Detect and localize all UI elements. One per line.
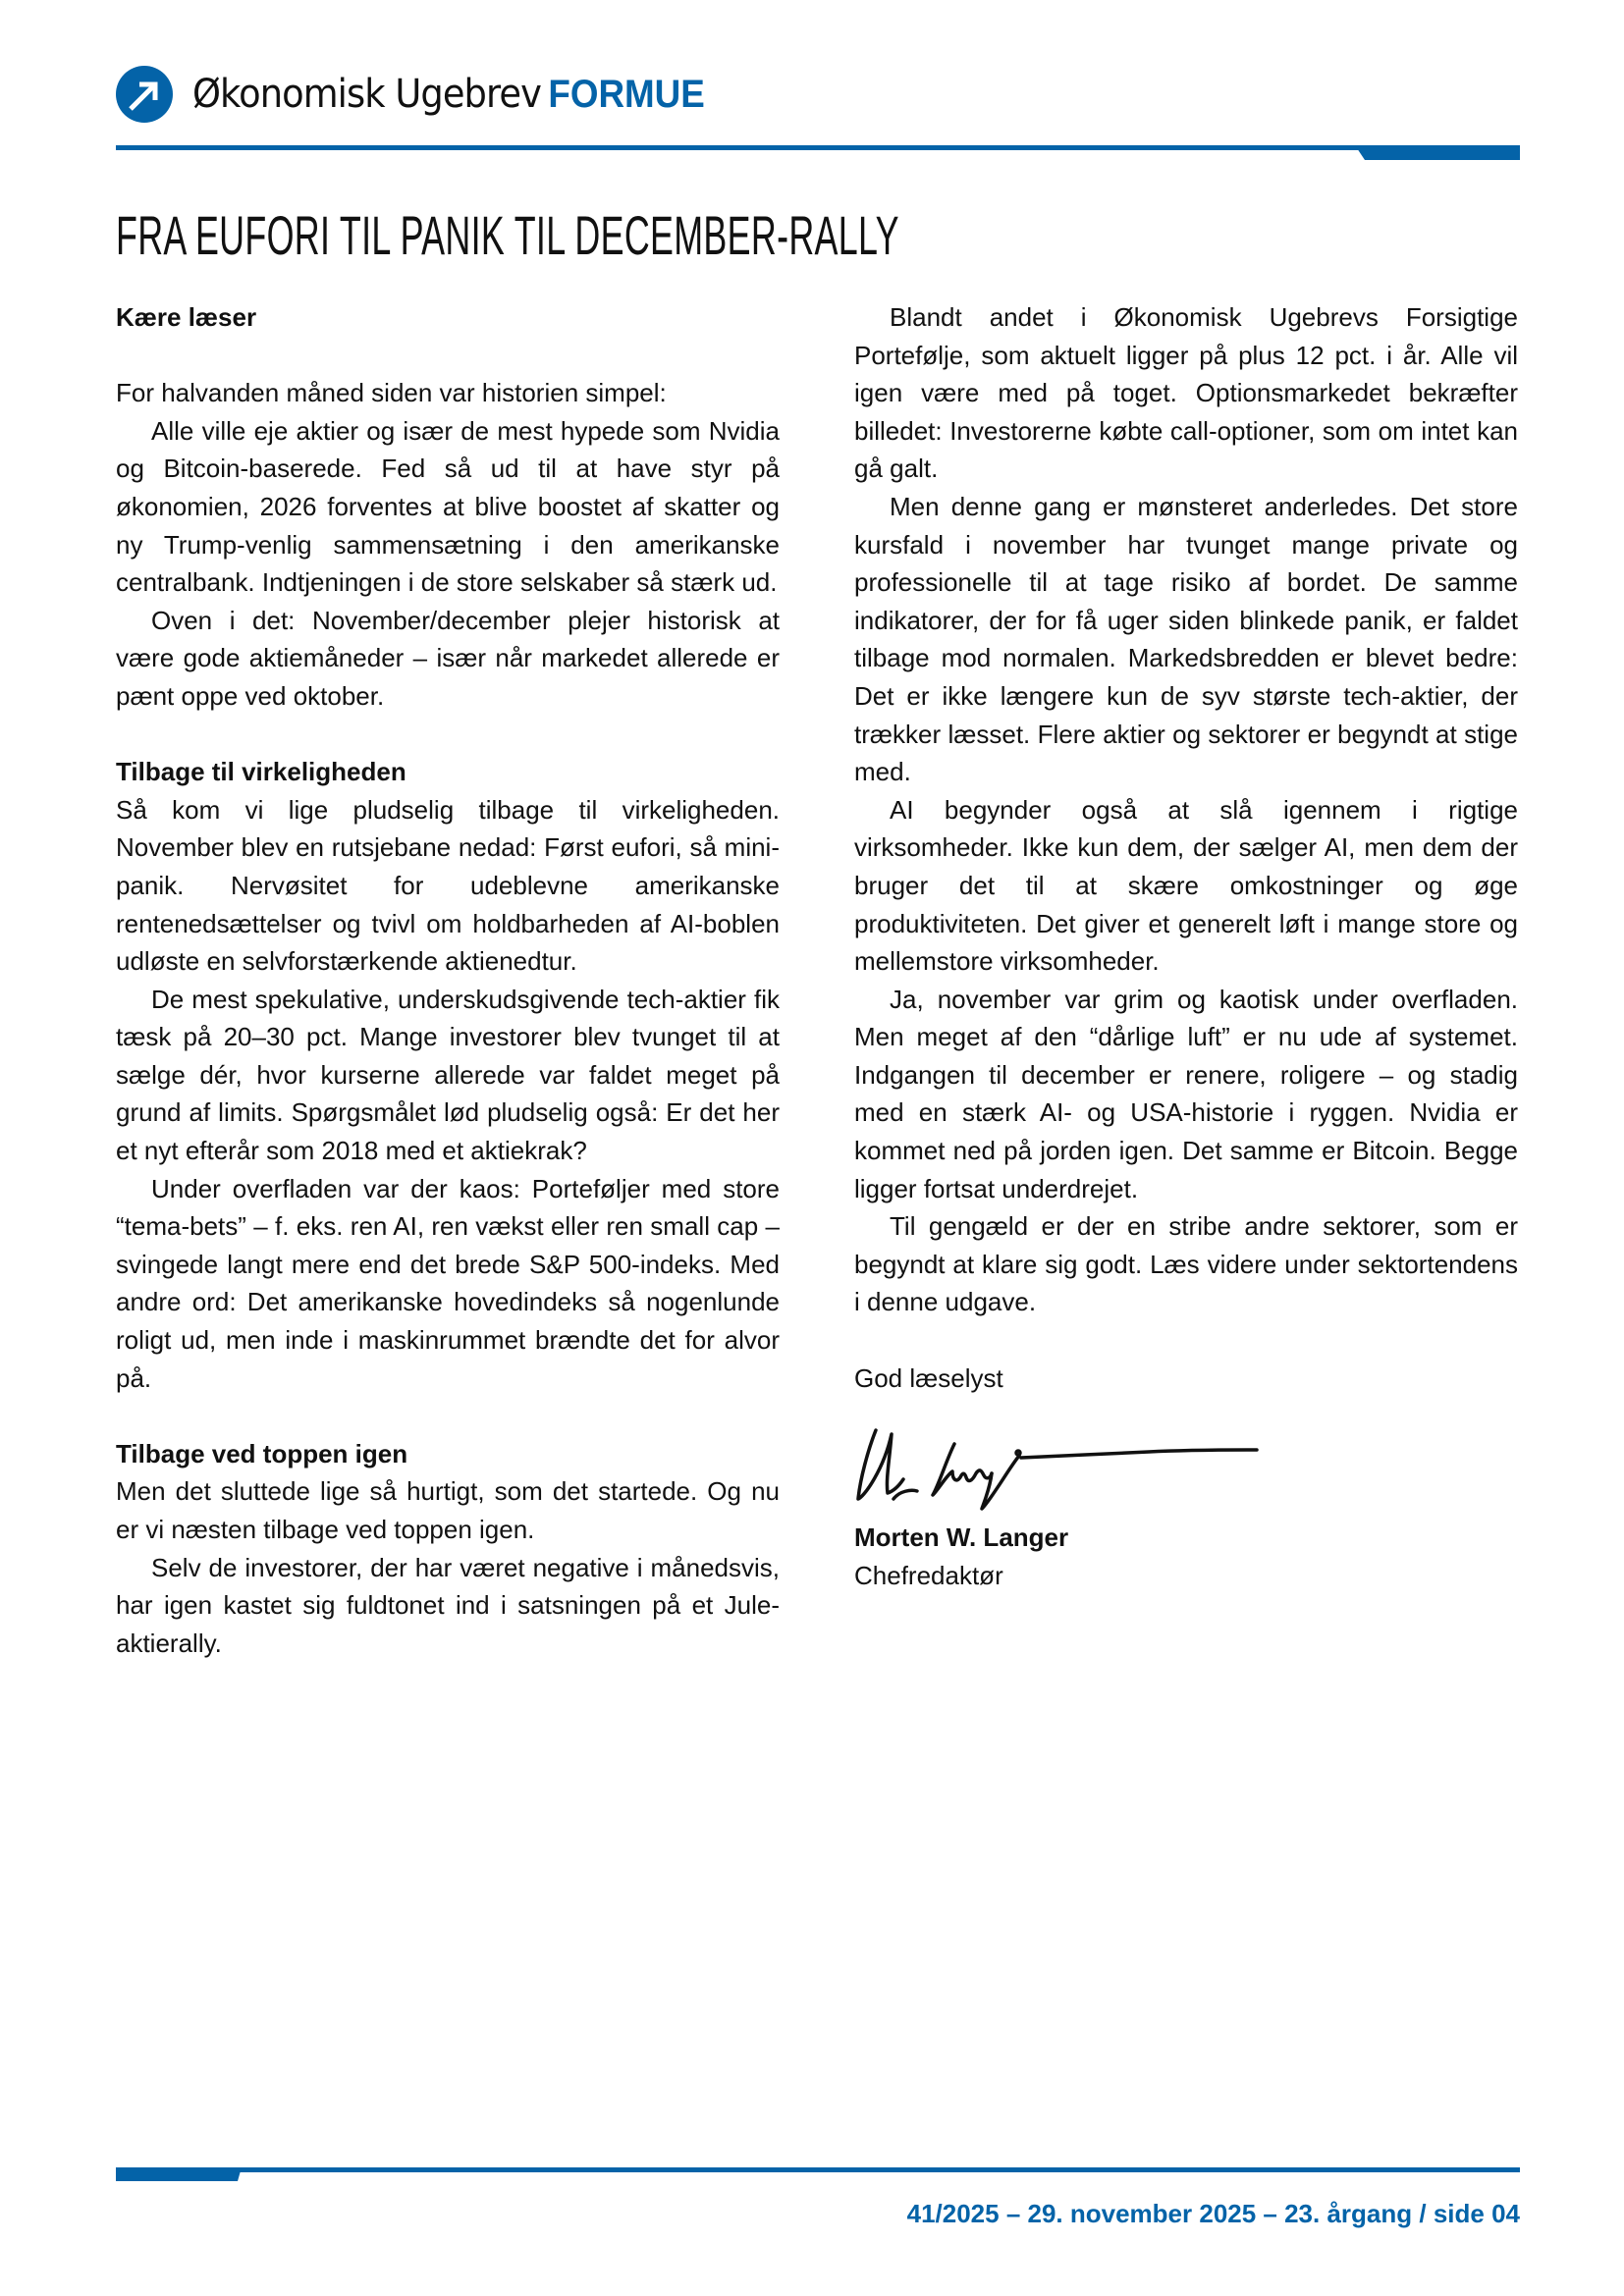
arrow-up-right-icon [116,66,173,123]
intro-paragraph: For halvanden måned siden var historien simpel: [116,378,667,408]
brand-section: FORMUE [548,73,705,116]
brand-name: Økonomisk Ugebrev [192,72,541,117]
section-heading: Tilbage ved toppen igen [116,1438,408,1468]
closing-line: God læselyst [854,1362,1003,1393]
paragraph: Selv de investorer, der har været negative i månedsvis, har igen kastet sig fuldtonet ind i satsningen på et Jule-aktierally. [116,1552,780,1658]
footer-rule [116,2167,1520,2172]
paragraph: Til gengæld er der en stribe andre sektorer, som er begyndt at klare sig godt. Læs videre under sektortendens i denne udgave. [854,1211,1518,1317]
greeting: Kære læser [116,302,257,332]
header-rule [116,145,1520,150]
issue-info: 41/2025 – 29. november 2025 – 23. årgang / side 04 [906,2199,1520,2228]
paragraph: Så kom vi lige pludselig tilbage til virkeligheden. November blev en rutsjebane nedad: Først eufori, så mini-panik. Nervøsitet for udeblevne amerikanske rentenedsættelser og tvivl om holdbarheden af AI-boblen udløste en selvforstærkende aktienedtur. [116,794,780,977]
header-rule-tab [1355,145,1520,160]
left-column [116,298,780,1662]
paragraph: Alle ville eje aktier og især de mest hypede som Nvidia og Bitcoin-baserede. Fed så ud til at have styr på økonomien, 2026 forventes at blive boostet af skatter og ny Trump-venlig sammensætning i den amerikanske centralbank. Indtjeningen i de store selskaber så stærk ud. [116,415,780,598]
right-column [854,298,1518,1594]
section-heading: Tilbage til virkeligheden [116,757,406,787]
paragraph: Under overfladen var der kaos: Porteføljer med store “tema-bets” – f. eks. ren AI, ren vækst eller ren small cap – svingede langt mere end det brede S&P 500-indeks. Med andre ord: Det amerikanske hovedindeks så nogenlunde roligt ud, men inde i maskinrummet brændte det for alvor på. [116,1173,780,1393]
paragraph: De mest spekulative, underskudsgivende tech-aktier fik tæsk på 20–30 pct. Mange investorer blev tvunget til at sælge dér, hvor kurserne allerede var faldet meget på grund af limits. Spørgsmålet lød pludselig også: Er det her et nyt efterår som 2018 med et aktiekrak? [116,984,780,1166]
paragraph: Ja, november var grim og kaotisk under overfladen. Men meget af den “dårlige luft” er nu ude af systemet. Indgangen til december er renere, roligere – og stadig med en stærk AI- og USA-historie i ryggen. Nvidia er kommet ned på jorden igen. Det samme er Bitcoin. Begge ligger fortsat underdrejet. [854,984,1518,1203]
paragraph: Men denne gang er mønsteret anderledes. Det store kursfald i november har tvunget mange private og professionelle til at tage risiko af bordet. De samme indikatorer, der for få uger siden blinkede panik, er faldet tilbage mod normalen. Markedsbredden er blevet bedre: Det er ikke længere kun de syv største tech-aktier, der trækker læsset. Flere aktier og sektorer er begyndt at stige med. [854,491,1518,787]
paragraph: Oven i det: November/december plejer historisk at være gode aktiemåneder – især når markedet allerede er pænt oppe ved oktober. [116,605,780,711]
paragraph: Blandt andet i Økonomisk Ugebrevs Forsigtige Portefølje, som aktuelt ligger på plus 12 pct. i år. Alle vil igen være med på toget. Optionsmarkedet bekræfter billedet: Investorerne købte call-optioner, som om intet kan gå galt. [854,302,1518,484]
footer-rule-tab [116,2167,242,2181]
masthead [116,65,749,124]
signature [854,1420,1518,1519]
paragraph: AI begynder også at slå igennem i rigtige virksomheder. Ikke kun dem, der sælger AI, men dem der bruger det til at skære omkostninger og øge produktiviteten. Det giver et generelt løft i mange store og mellemstore virksomheder. [854,794,1518,977]
paragraph: Men det sluttede lige så hurtigt, som det startede. Og nu er vi næsten tilbage ved toppen igen. [116,1476,780,1544]
article-headline: FRA EUFORI TIL PANIK TIL DECEMBER-RALLY [116,204,899,266]
brand-logo [192,72,705,117]
author-name: Morten W. Langer [854,1522,1069,1553]
author-role: Chefredaktør [854,1560,1003,1590]
